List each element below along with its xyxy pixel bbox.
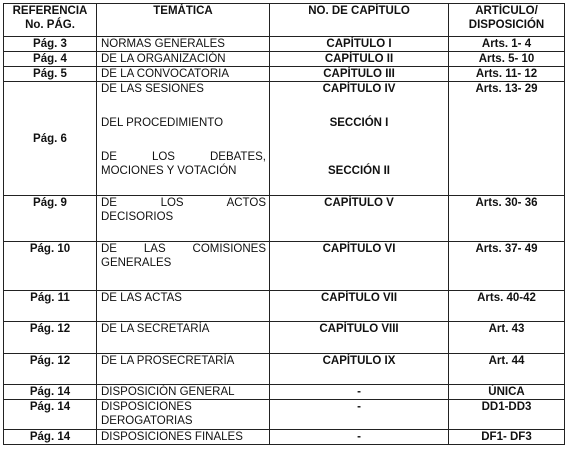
table-row <box>4 430 565 445</box>
row-capitulo: - <box>270 430 449 445</box>
row-ref: Pág. 11 <box>4 291 97 322</box>
table-row <box>4 242 565 291</box>
seccion-i: SECCIÓN I <box>329 117 389 129</box>
tema-procedimiento: DEL PROCEDIMIENTO <box>101 117 224 129</box>
row-ref: Pág. 12 <box>4 354 97 385</box>
row-ref: Pág. 9 <box>4 196 97 242</box>
row-ref: Pág. 6 <box>4 82 97 196</box>
row-tema: DE LA SECRETARÍA <box>97 322 270 354</box>
row-articulo: Arts. 40-42 <box>449 291 565 322</box>
cap-iv: CAPÍTULO IV <box>322 83 396 95</box>
row-articulo: Arts. 1- 4 <box>449 37 565 52</box>
index-table <box>3 3 565 445</box>
table-row <box>4 291 565 322</box>
row-tema: DE LA PROSECRETARÍA <box>97 354 270 385</box>
row-articulo: Arts. 5- 10 <box>449 52 565 67</box>
row-ref: Pág. 14 <box>4 385 97 400</box>
row-ref: Pág. 14 <box>4 400 97 430</box>
header-capitulo: NO. DE CAPÍTULO <box>270 4 449 37</box>
row-capitulo: CAPÍTULO IX <box>270 354 449 385</box>
header-articulo: ARTÍCULO/ DISPOSICIÓN <box>449 4 565 37</box>
document-page <box>3 3 565 445</box>
row-capitulo: CAPÍTULO VI <box>270 242 449 291</box>
row-capitulo: CAPÍTULO I <box>270 37 449 52</box>
table-row <box>4 37 565 52</box>
row-tema: DE LAS COMISIONES GENERALES <box>97 242 270 291</box>
row-ref: Pág. 12 <box>4 322 97 354</box>
row-tema: NORMAS GENERALES <box>97 37 270 52</box>
table-row <box>4 354 565 385</box>
table-row <box>4 82 565 196</box>
row-ref: Pág. 3 <box>4 37 97 52</box>
row-articulo: Arts. 37- 49 <box>449 242 565 291</box>
row-capitulo: - <box>270 385 449 400</box>
row-ref: Pág. 10 <box>4 242 97 291</box>
tema-debates-line1: DE LOS DEBATES, <box>101 151 266 163</box>
table-row <box>4 385 565 400</box>
row-tema: DE LA ORGANIZACIÓN <box>97 52 270 67</box>
row-capitulo: CAPÍTULO III <box>270 67 449 82</box>
row-tema: DE LOS ACTOS DECISORIOS <box>97 196 270 242</box>
table-row <box>4 196 565 242</box>
row-articulo: ÚNICA <box>449 385 565 400</box>
header-tematica: TEMÁTICA <box>97 4 270 37</box>
row-capitulo: - <box>270 400 449 430</box>
row-tema: DISPOSICIONES FINALES <box>97 430 270 445</box>
row-capitulo: CAPÍTULO VIII <box>270 322 449 354</box>
row-tema <box>97 82 270 196</box>
table-row <box>4 52 565 67</box>
row-tema: DISPOSICIÓN GENERAL <box>97 385 270 400</box>
table-header-row <box>4 4 565 37</box>
row-articulo: Arts. 11- 12 <box>449 67 565 82</box>
row-tema: DE LA CONVOCATORIA <box>97 67 270 82</box>
table-row <box>4 400 565 430</box>
tema-debates-line2: MOCIONES Y VOTACIÓN <box>101 165 237 177</box>
row-articulo: Art. 44 <box>449 354 565 385</box>
row-capitulo: CAPÍTULO V <box>270 196 449 242</box>
tema-sesiones: DE LAS SESIONES <box>101 83 204 95</box>
row-articulo: DD1-DD3 <box>449 400 565 430</box>
header-referencia: REFERENCIA No. PÁG. <box>4 4 97 37</box>
row-ref: Pág. 14 <box>4 430 97 445</box>
row-ref: Pág. 4 <box>4 52 97 67</box>
table-row <box>4 67 565 82</box>
seccion-ii: SECCIÓN II <box>328 165 390 177</box>
row-tema: DE LAS ACTAS <box>97 291 270 322</box>
row-articulo: Arts. 30- 36 <box>449 196 565 242</box>
row-articulo: Art. 43 <box>449 322 565 354</box>
row-capitulo: CAPÍTULO VII <box>270 291 449 322</box>
row-ref: Pág. 5 <box>4 67 97 82</box>
row-capitulo <box>270 82 449 196</box>
table-row <box>4 322 565 354</box>
row-capitulo: CAPÍTULO II <box>270 52 449 67</box>
row-articulo: DF1- DF3 <box>449 430 565 445</box>
row-tema: DISPOSICIONES DEROGATORIAS <box>97 400 270 430</box>
row-articulo: Arts. 13- 29 <box>449 82 565 196</box>
